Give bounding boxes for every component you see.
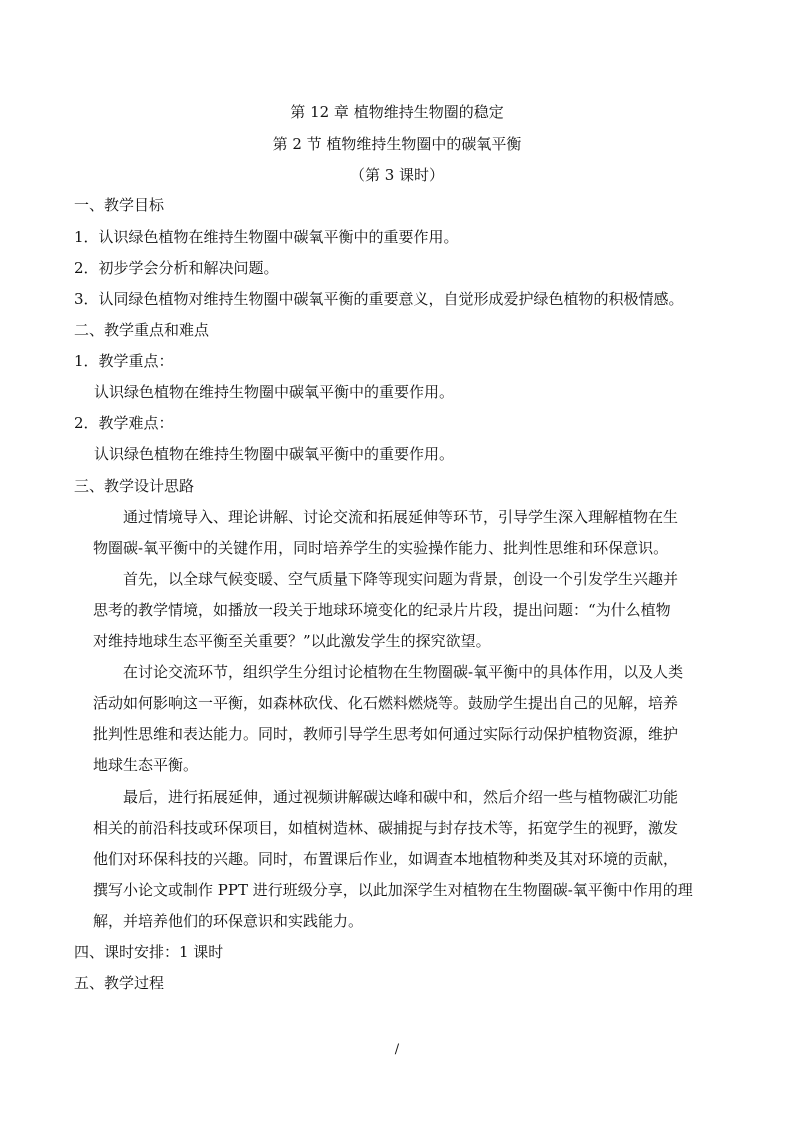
- design-p3-line-4: 地球生态平衡。: [93, 756, 199, 774]
- key-point-label: 1．教学重点：: [74, 352, 174, 370]
- design-p2-line-1: 首先，以全球气候变暖、空气质量下降等现实问题为背景，创设一个引发学生兴趣并: [123, 570, 679, 588]
- design-p1-line-2: 物圈碳-氧平衡中的关键作用，同时培养学生的实验操作能力、批判性思维和环保意识。: [93, 539, 669, 557]
- page-footer-marker: /: [394, 1042, 400, 1057]
- design-p4-line-3: 他们对环保科技的兴趣。同时，布置课后作业，如调查本地植物种类及其对环境的贡献，: [93, 850, 679, 868]
- design-p4-line-2: 相关的前沿科技或环保项目，如植树造林、碳捕捉与封存技术等，拓宽学生的视野，激发: [93, 819, 679, 837]
- lesson-title: （第 3 课时）: [349, 166, 445, 184]
- chapter-title: 第 12 章 植物维持生物圈的稳定: [290, 103, 504, 121]
- design-p3-line-1: 在讨论交流环节，组织学生分组讨论植物在生物圈碳-氧平衡中的具体作用，以及人类: [123, 663, 684, 681]
- key-point-text: 认识绿色植物在维持生物圈中碳氧平衡中的重要作用。: [94, 383, 455, 401]
- design-p3-line-3: 批判性思维和表达能力。同时，教师引导学生思考如何通过实际行动保护植物资源，维护: [93, 725, 679, 743]
- design-p3-line-2: 活动如何影响这一平衡，如森林砍伐、化石燃料燃烧等。鼓励学生提出自己的见解，培养: [93, 694, 679, 712]
- difficulty-text: 认识绿色植物在维持生物圈中碳氧平衡中的重要作用。: [94, 445, 455, 463]
- design-p4-line-4: 撰写小论文或制作 PPT 进行班级分享，以此加深学生对植物在生物圈碳-氧平衡中作用的理: [93, 881, 693, 899]
- goal-item-1: 1．认识绿色植物在维持生物圈中碳氧平衡中的重要作用。: [74, 228, 459, 246]
- design-p2-line-3: 对维持地球生态平衡至关重要？”以此激发学生的探究欲望。: [93, 632, 491, 650]
- design-p4-line-1: 最后，进行拓展延伸，通过视频讲解碳达峰和碳中和，然后介绍一些与植物碳汇功能: [123, 788, 679, 806]
- process-heading: 五、教学过程: [74, 974, 165, 992]
- goal-item-2: 2．初步学会分析和解决问题。: [74, 259, 279, 277]
- schedule-heading: 四、课时安排：1 课时: [74, 943, 224, 961]
- design-heading: 三、教学设计思路: [74, 477, 195, 495]
- design-p2-line-2: 思考的教学情境，如播放一段关于地球环境变化的纪录片片段，提出问题：“为什么植物: [93, 601, 671, 619]
- difficulty-label: 2．教学难点：: [74, 414, 174, 432]
- keypoints-heading: 二、教学重点和难点: [74, 321, 210, 339]
- design-p4-line-5: 解，并培养他们的环保意识和实践能力。: [93, 912, 364, 930]
- goal-item-3: 3．认同绿色植物对维持生物圈中碳氧平衡的重要意义，自觉形成爱护绿色植物的积极情感。: [74, 290, 684, 308]
- goals-heading: 一、教学目标: [74, 196, 165, 214]
- design-p1-line-1: 通过情境导入、理论讲解、讨论交流和拓展延伸等环节，引导学生深入理解植物在生: [123, 508, 679, 526]
- section-title: 第 2 节 植物维持生物圈中的碳氧平衡: [272, 135, 522, 153]
